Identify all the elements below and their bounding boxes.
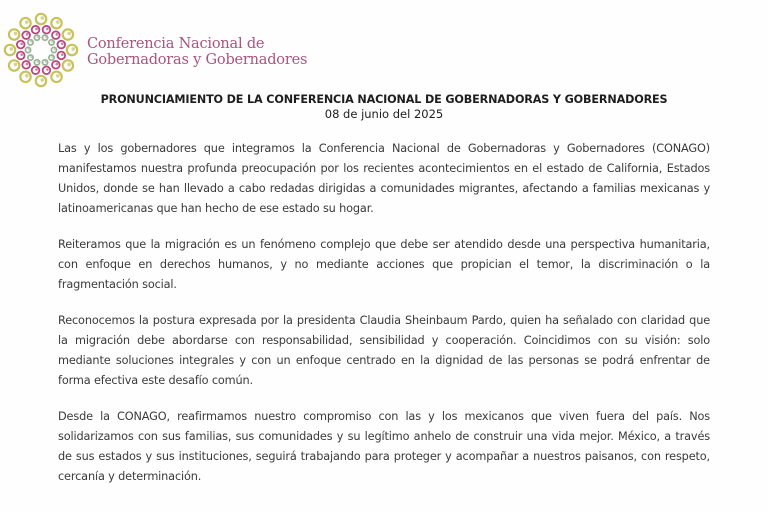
logo-spiral-dot-center	[45, 36, 47, 38]
logo-spiral-dot-center	[51, 56, 53, 58]
document-title: PRONUNCIAMIENTO DE LA CONFERENCIA NACIONAL DE GOBERNADORAS Y GOBERNADORES	[100, 93, 668, 106]
logo-spiral-dot-center	[37, 36, 39, 38]
paragraph-4: Desde la CONAGO, reafirmamos nuestro compromiso con las y los mexicanos que viven fuera del país. Nos solidarizamos con sus familias, sus comunidades y su legítimo anhelo de construir una vida mejor. México, a través de sus estados y sus instituciones, seguirá trabajando para proteger y acompañar a nuestros paisanos, con respeto, cercanía y determinación.	[58, 410, 710, 483]
logo-spiral-dot-center	[26, 63, 29, 66]
logo-spiral-dot-center	[25, 20, 29, 24]
logo-spiral-dot-center	[40, 16, 44, 20]
logo-spiral-dot-center	[30, 41, 32, 43]
logo-spiral-dot-center	[20, 42, 23, 45]
logo-spiral-dot-center	[40, 78, 44, 82]
logo-spiral-dot-center	[61, 42, 64, 45]
logo-spiral-dot-center	[51, 41, 53, 43]
logo-spiral-dot-center	[35, 68, 38, 71]
logo-spiral-dot-center	[14, 32, 18, 36]
logo-spiral-dot-center	[30, 56, 32, 58]
logo-spiral-dot-center	[9, 47, 13, 51]
logo-spiral-dot-center	[61, 53, 64, 56]
conago-logo-icon	[3, 12, 79, 88]
logo-spiral-dot-center	[28, 49, 30, 51]
organization-name	[87, 36, 307, 68]
document-date: 08 de junio del 2025	[324, 107, 444, 121]
organization-name-line-1: Conferencia Nacional de	[87, 36, 265, 52]
logo-spiral-dot-center	[55, 33, 58, 36]
paragraph-3: Reconocemos la postura expresada por la presidenta Claudia Sheinbaum Pardo, quien ha señalado con claridad que la migración debe abordarse con responsabilidad, sensibilidad y cooperación. Coincidimos con su visión: solo mediante soluciones integrales y con un enfoque centrado en la dignidad de las personas se podrá enfrentar de forma efectiva este desafío común.	[58, 314, 710, 387]
paragraph-2: Reiteramos que la migración es un fenómeno complejo que debe ser atendido desde una perspectiva humanitaria, con enfoque en derechos humanos, y no mediante acciones que propician el temor, la discriminación o la fragmentación social.	[58, 238, 710, 291]
logo-spiral-dot-center	[54, 49, 56, 51]
logo-spiral-dot-center	[67, 32, 71, 36]
logo-spiral-dot-center	[14, 63, 18, 67]
logo-spiral-dot-center	[55, 63, 58, 66]
organization-name-line-2: Gobernadoras y Gobernadores	[87, 52, 308, 68]
logo-spiral-dot-center	[46, 28, 49, 31]
logo-spiral-dot-center	[67, 63, 71, 67]
logo-spiral-dot-center	[37, 61, 39, 63]
logo-spiral-dot-center	[25, 74, 29, 78]
logo-spiral-dot-center	[35, 28, 38, 31]
logo-spiral-dot-center	[56, 74, 60, 78]
logo-spiral-dot-center	[26, 33, 29, 36]
logo-spiral-dot-center	[46, 68, 49, 71]
logo-spiral-dot-center	[45, 61, 47, 63]
logo-spiral-dot-center	[56, 20, 60, 24]
logo-spiral-dot-center	[71, 47, 75, 51]
paragraph-1: Las y los gobernadores que integramos la Conferencia Nacional de Gobernadoras y Gobernadores (CONAGO) manifestamos nuestra profunda preocupación por los recientes acontecimientos en el estado de California, Estados Unidos, donde se han llevado a cabo redadas dirigidas a comunidades migrantes, afectando a familias mexicanas y latinoamericanas que han hecho de ese estado su hogar.	[58, 142, 710, 215]
document-heading	[0, 93, 768, 122]
document-body	[58, 139, 710, 503]
logo-spiral-dot-center	[20, 53, 23, 56]
